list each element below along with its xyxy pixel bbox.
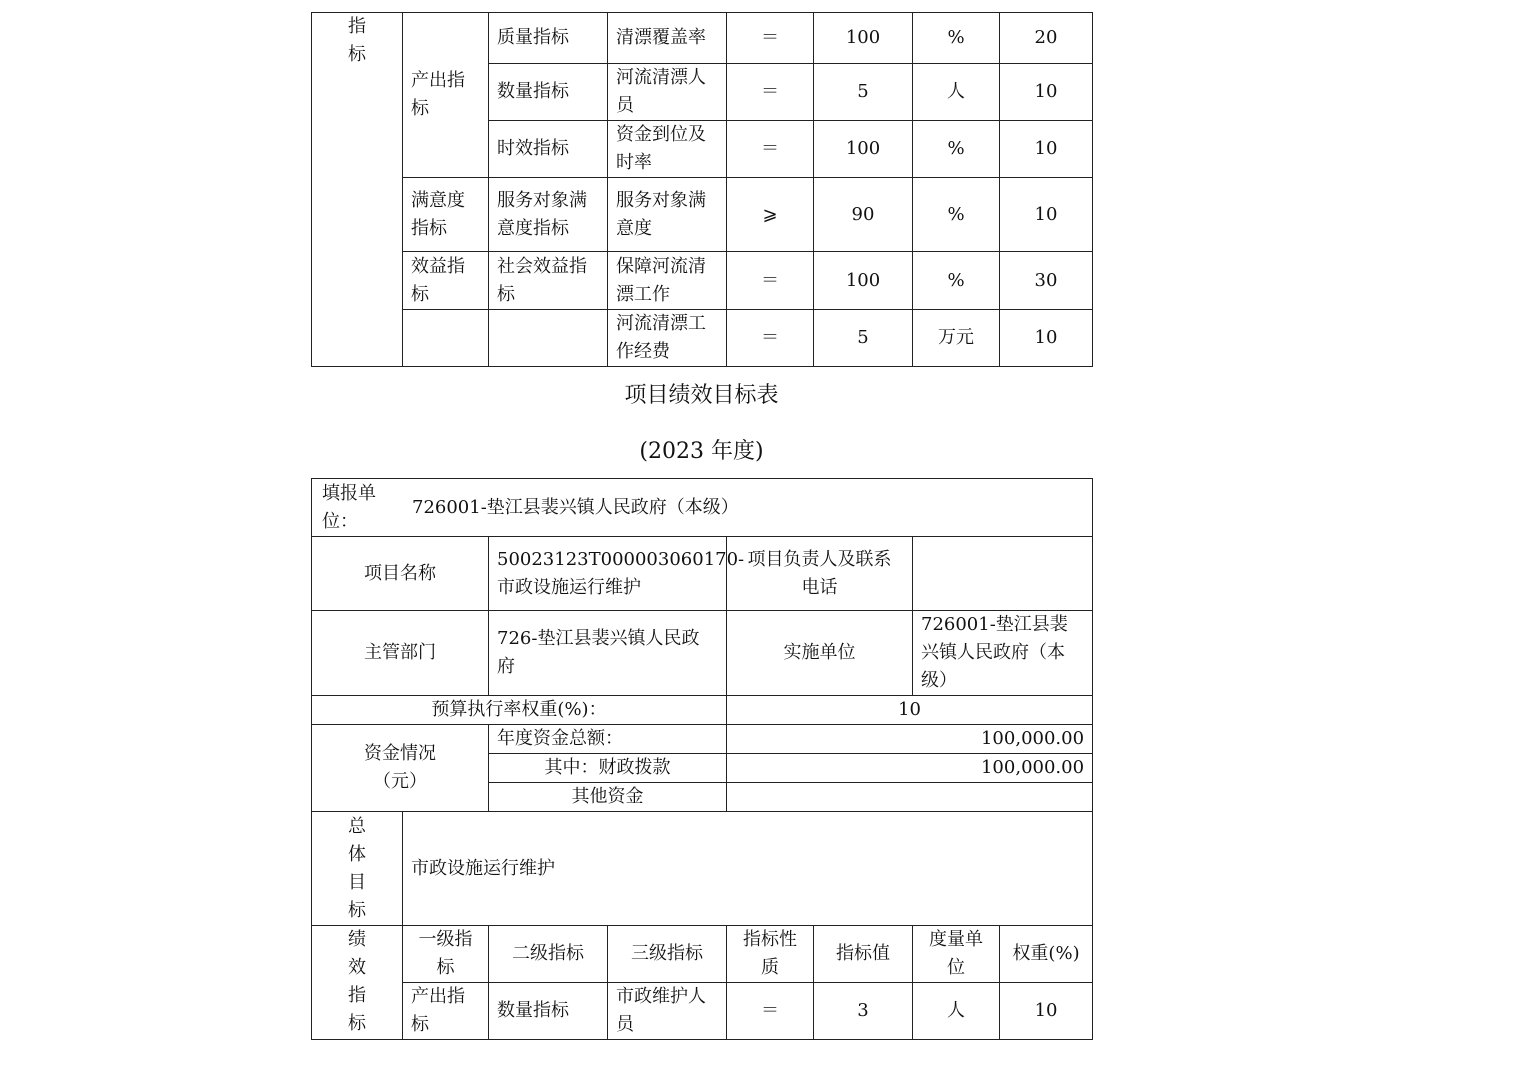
indicator-operator: ⩾ [727, 178, 814, 252]
indicator-operator: ＝ [727, 121, 814, 178]
header-unit: 度量单 位 [913, 926, 1000, 983]
empty-cell [403, 310, 489, 367]
indicator-weight: 10 [1000, 178, 1093, 252]
indicator-weight: 10 [1000, 310, 1093, 367]
indicator-weight: 10 [1000, 983, 1093, 1040]
indicator-operator: ＝ [727, 310, 814, 367]
indicator-value: 5 [814, 64, 913, 121]
contact-value [913, 537, 1093, 611]
header-l2: 二级指标 [489, 926, 608, 983]
indicator-value: 100 [814, 121, 913, 178]
overall-goal-label: 总 体 目 标 [312, 812, 403, 926]
indicator-value: 100 [814, 252, 913, 310]
page-subtitle: (2023 年度) [639, 439, 764, 464]
header-l1: 一级指 标 [403, 926, 489, 983]
l3-indicator: 市政维护人 员 [608, 983, 727, 1040]
l2-indicator: 质量指标 [489, 13, 608, 64]
indicator-weight: 30 [1000, 252, 1093, 310]
dept-value: 726-垫江县裴兴镇人民政 府 [489, 611, 727, 696]
indicator-weight: 10 [1000, 121, 1093, 178]
project-name-label: 项目名称 [312, 537, 489, 611]
fill-unit-label: 填报单 位： [322, 482, 376, 532]
header-weight: 权重(%) [1000, 926, 1093, 983]
indicator-operator: ＝ [727, 252, 814, 310]
overall-goal-value: 市政设施运行维护 [403, 812, 1093, 926]
indicator-unit: % [913, 178, 1000, 252]
indicator-value: 5 [814, 310, 913, 367]
header-l3: 三级指标 [608, 926, 727, 983]
indicator-operator: ＝ [727, 983, 814, 1040]
indicator-weight: 10 [1000, 64, 1093, 121]
page-title: 项目绩效目标表 [624, 383, 779, 408]
l2-indicator [489, 310, 608, 367]
l1-indicator: 产出指 标 [403, 983, 489, 1040]
other-funds-label: 其他资金 [489, 783, 727, 812]
l3-indicator: 清漂覆盖率 [608, 13, 727, 64]
l3-indicator: 服务对象满 意度 [608, 178, 727, 252]
indicator-weight: 20 [1000, 13, 1093, 64]
satisfaction-indicator-group: 满意度 指标 [403, 178, 489, 252]
performance-goal-form [311, 478, 1093, 1040]
impl-unit-value: 726001-垫江县裴 兴镇人民政府（本 级） [913, 611, 1093, 696]
output-indicator-group: 产出指 标 [403, 13, 489, 178]
indicator-unit: 人 [913, 64, 1000, 121]
header-nature: 指标性 质 [727, 926, 814, 983]
contact-label: 项目负责人及联系 电话 [727, 537, 913, 611]
fill-unit-row [312, 479, 1093, 537]
budget-weight-label: 预算执行率权重(%)： [312, 696, 727, 725]
header-value: 指标值 [814, 926, 913, 983]
fiscal-funds-value: 100,000.00 [727, 754, 1093, 783]
indicator-value: 3 [814, 983, 913, 1040]
l3-indicator: 资金到位及 时率 [608, 121, 727, 178]
indicator-table-continued [311, 12, 1093, 367]
perf-indicator-label: 绩 效 指 标 [312, 926, 403, 1040]
l3-indicator: 保障河流清 漂工作 [608, 252, 727, 310]
funds-label: 资金情况 （元） [312, 725, 489, 812]
indicator-unit: % [913, 121, 1000, 178]
indicator-unit: % [913, 13, 1000, 64]
l2-indicator: 社会效益指 标 [489, 252, 608, 310]
impl-unit-label: 实施单位 [727, 611, 913, 696]
l3-indicator: 河流清漂人 员 [608, 64, 727, 121]
indicator-operator: ＝ [727, 13, 814, 64]
indicator-unit: 万元 [913, 310, 1000, 367]
indicator-operator: ＝ [727, 64, 814, 121]
indicator-unit: % [913, 252, 1000, 310]
fiscal-funds-label: 其中：财政拨款 [489, 754, 727, 783]
l3-indicator: 河流清漂工 作经费 [608, 310, 727, 367]
l2-indicator: 数量指标 [489, 983, 608, 1040]
l2-indicator: 服务对象满 意度指标 [489, 178, 608, 252]
l2-indicator: 时效指标 [489, 121, 608, 178]
indicator-unit: 人 [913, 983, 1000, 1040]
budget-weight-value: 10 [727, 696, 1093, 725]
indicator-value: 90 [814, 178, 913, 252]
total-funds-value: 100,000.00 [727, 725, 1093, 754]
l2-indicator: 数量指标 [489, 64, 608, 121]
project-name-value: 50023123T000003060170- 市政设施运行维护 [489, 537, 727, 611]
fill-unit-value: 726001-垫江县裴兴镇人民政府（本级） [412, 496, 739, 518]
benefit-indicator-group: 效益指 标 [403, 252, 489, 310]
total-funds-label: 年度资金总额： [489, 725, 727, 754]
indicator-value: 100 [814, 13, 913, 64]
dept-label: 主管部门 [312, 611, 489, 696]
indicator-section-label: 指 标 [312, 13, 403, 367]
other-funds-value [727, 783, 1093, 812]
